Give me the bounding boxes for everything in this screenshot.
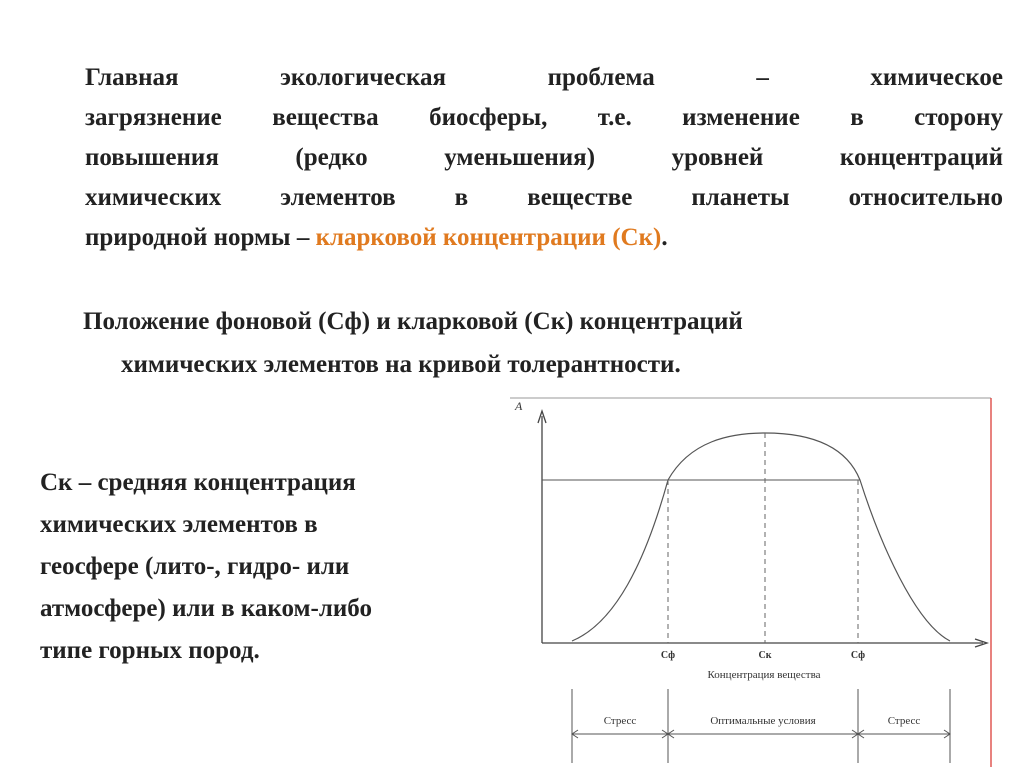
caption-line-1: Положение фоновой (Сф) и кларковой (Ск) концентраций xyxy=(83,308,743,335)
definition-line-3: геосфере (лито-, гидро- или xyxy=(40,553,350,580)
figure-caption xyxy=(83,300,1003,386)
intro-line-2: загрязнение вещества биосферы, т.е. изменение в сторону xyxy=(85,104,1003,131)
clarke-concentration-term: кларковой концентрации (Ск) xyxy=(315,224,662,251)
definition-line-2: химических элементов в xyxy=(40,511,318,538)
definition-line-4: атмосфере) или в каком-либо xyxy=(40,595,372,622)
tolerance-curve xyxy=(572,433,950,641)
zone-label-optimal: Оптимальные условия xyxy=(710,715,816,727)
tick-cf-right: Сф xyxy=(850,650,866,661)
intro-line-3: повышения (редко уменьшения) уровней концентраций xyxy=(85,144,1003,171)
intro-line-5: природной нормы – кларковой концентрации (Ск). xyxy=(85,224,668,251)
zone-arrow-right xyxy=(858,730,950,738)
zone-label-stress-left: Стресс xyxy=(603,715,637,727)
x-axis-label: Концентрация вещества xyxy=(707,669,821,681)
y-axis-label: A xyxy=(515,399,523,413)
caption-line-2: химических элементов на кривой толерантности. xyxy=(121,351,681,378)
intro-line-4: химических элементов в веществе планеты относительно xyxy=(85,184,1003,211)
definition-text xyxy=(40,462,510,672)
tolerance-curve-diagram xyxy=(505,393,1000,767)
zone-arrow-left xyxy=(572,730,668,738)
intro-line-1: Главная экологическая проблема – химическое xyxy=(85,64,1003,91)
zone-label-stress-right: Стресс xyxy=(887,715,921,727)
tick-ck: Ск xyxy=(758,650,772,661)
definition-line-5: типе горных пород. xyxy=(40,637,260,664)
definition-line-1: Ск – средняя концентрация xyxy=(40,469,356,496)
zone-arrow-middle xyxy=(668,730,858,738)
intro-paragraph xyxy=(85,58,1003,258)
tick-cf-left: Сф xyxy=(660,650,676,661)
